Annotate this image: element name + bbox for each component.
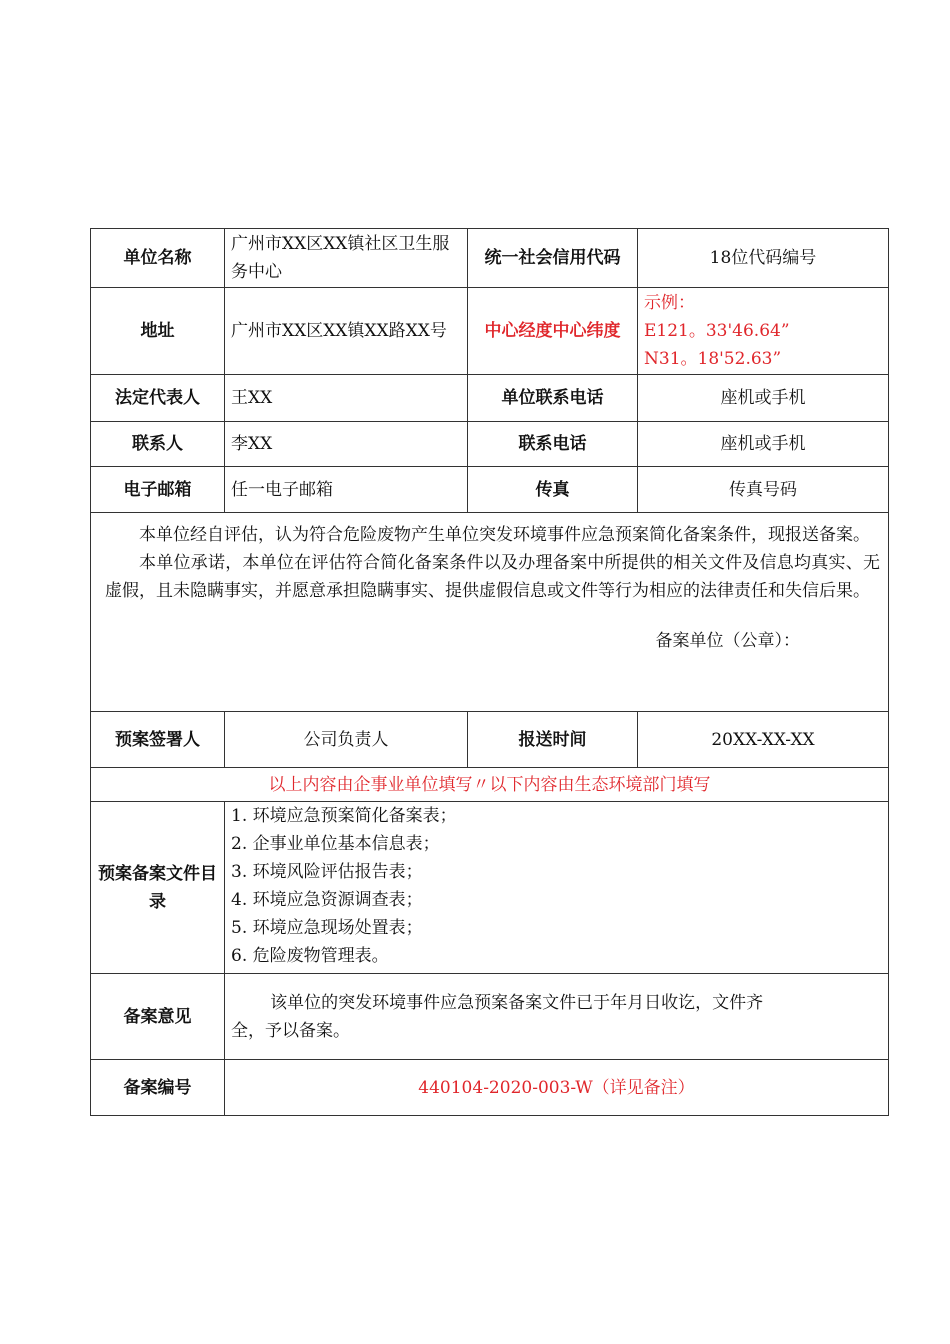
file-list bbox=[225, 802, 889, 974]
legal-rep-value: 王XX bbox=[225, 375, 468, 422]
email-label: 电子邮箱 bbox=[91, 467, 225, 513]
opinion-line-2: 全，予以备案。 bbox=[231, 1020, 350, 1041]
coordinates-longitude: E121。33'46.64” bbox=[644, 321, 790, 341]
row-record-no bbox=[91, 1060, 889, 1116]
declaration-cell bbox=[91, 513, 889, 712]
opinion-value bbox=[225, 974, 889, 1060]
filing-unit-seal: 备案单位（公章）： bbox=[655, 631, 800, 651]
declaration-paragraph-2: 本单位承诺，本单位在评估符合简化备案条件以及办理备案中所提供的相关文件及信息均真实、无虚假，且未隐瞒事实，并愿意承担隐瞒事实、提供虚假信息或文件等行为相应的法律责任和失信后果。 bbox=[105, 553, 880, 601]
file-list-item: 4. 环境应急资源调查表； bbox=[231, 890, 423, 910]
unit-name-label: 单位名称 bbox=[91, 229, 225, 288]
unit-phone-value: 座机或手机 bbox=[638, 375, 889, 422]
contact-value: 李XX bbox=[225, 422, 468, 467]
divider-note: 以上内容由企事业单位填写〃以下内容由生态环境部门填写 bbox=[91, 768, 889, 802]
coordinates-value bbox=[638, 288, 889, 375]
row-email bbox=[91, 467, 889, 513]
row-unit-name bbox=[91, 229, 889, 288]
contact-label: 联系人 bbox=[91, 422, 225, 467]
row-contact bbox=[91, 422, 889, 467]
file-list-item: 3. 环境风险评估报告表； bbox=[231, 862, 423, 882]
record-no-value: 440104-2020-003-W（详见备注） bbox=[225, 1060, 889, 1116]
fax-value: 传真号码 bbox=[638, 467, 889, 513]
credit-code-value: 18位代码编号 bbox=[638, 229, 889, 288]
file-list-item: 6. 危险废物管理表。 bbox=[231, 946, 389, 966]
row-address bbox=[91, 288, 889, 375]
coordinates-latitude: N31。18'52.63” bbox=[644, 349, 782, 369]
filing-form-table bbox=[90, 228, 889, 1116]
credit-code-label: 统一社会信用代码 bbox=[468, 229, 638, 288]
coordinates-example-label: 示例： bbox=[644, 293, 695, 313]
opinion-label: 备案意见 bbox=[91, 974, 225, 1060]
coordinates-label: 中心经度中心纬度 bbox=[468, 288, 638, 375]
contact-phone-value: 座机或手机 bbox=[638, 422, 889, 467]
file-list-label: 预案备案文件目录 bbox=[91, 802, 225, 974]
submit-time-value: 20XX-XX-XX bbox=[638, 712, 889, 768]
declaration-paragraph-1: 本单位经自评估，认为符合危险废物产生单位突发环境事件应急预案简化备案条件，现报送备案。 bbox=[139, 525, 870, 545]
contact-phone-label: 联系电话 bbox=[468, 422, 638, 467]
opinion-line-1: 该单位的突发环境事件应急预案备案文件已于年月日收讫，文件齐 bbox=[270, 992, 764, 1013]
file-list-item: 1. 环境应急预案简化备案表； bbox=[231, 806, 457, 826]
address-label: 地址 bbox=[91, 288, 225, 375]
address-value: 广州市XX区XX镇XX路XX号 bbox=[225, 288, 468, 375]
record-no-label: 备案编号 bbox=[91, 1060, 225, 1116]
file-list-item: 5. 环境应急现场处置表； bbox=[231, 918, 423, 938]
row-signer bbox=[91, 712, 889, 768]
row-file-list bbox=[91, 802, 889, 974]
row-divider-note bbox=[91, 768, 889, 802]
unit-name-value: 广州市XX区XX镇社区卫生服务中心 bbox=[225, 229, 468, 288]
row-declaration bbox=[91, 513, 889, 712]
row-opinion bbox=[91, 974, 889, 1060]
file-list-item: 2. 企事业单位基本信息表； bbox=[231, 834, 440, 854]
unit-phone-label: 单位联系电话 bbox=[468, 375, 638, 422]
legal-rep-label: 法定代表人 bbox=[91, 375, 225, 422]
fax-label: 传真 bbox=[468, 467, 638, 513]
row-legal-rep bbox=[91, 375, 889, 422]
signer-value: 公司负责人 bbox=[225, 712, 468, 768]
submit-time-label: 报送时间 bbox=[468, 712, 638, 768]
signer-label: 预案签署人 bbox=[91, 712, 225, 768]
email-value: 任一电子邮箱 bbox=[225, 467, 468, 513]
